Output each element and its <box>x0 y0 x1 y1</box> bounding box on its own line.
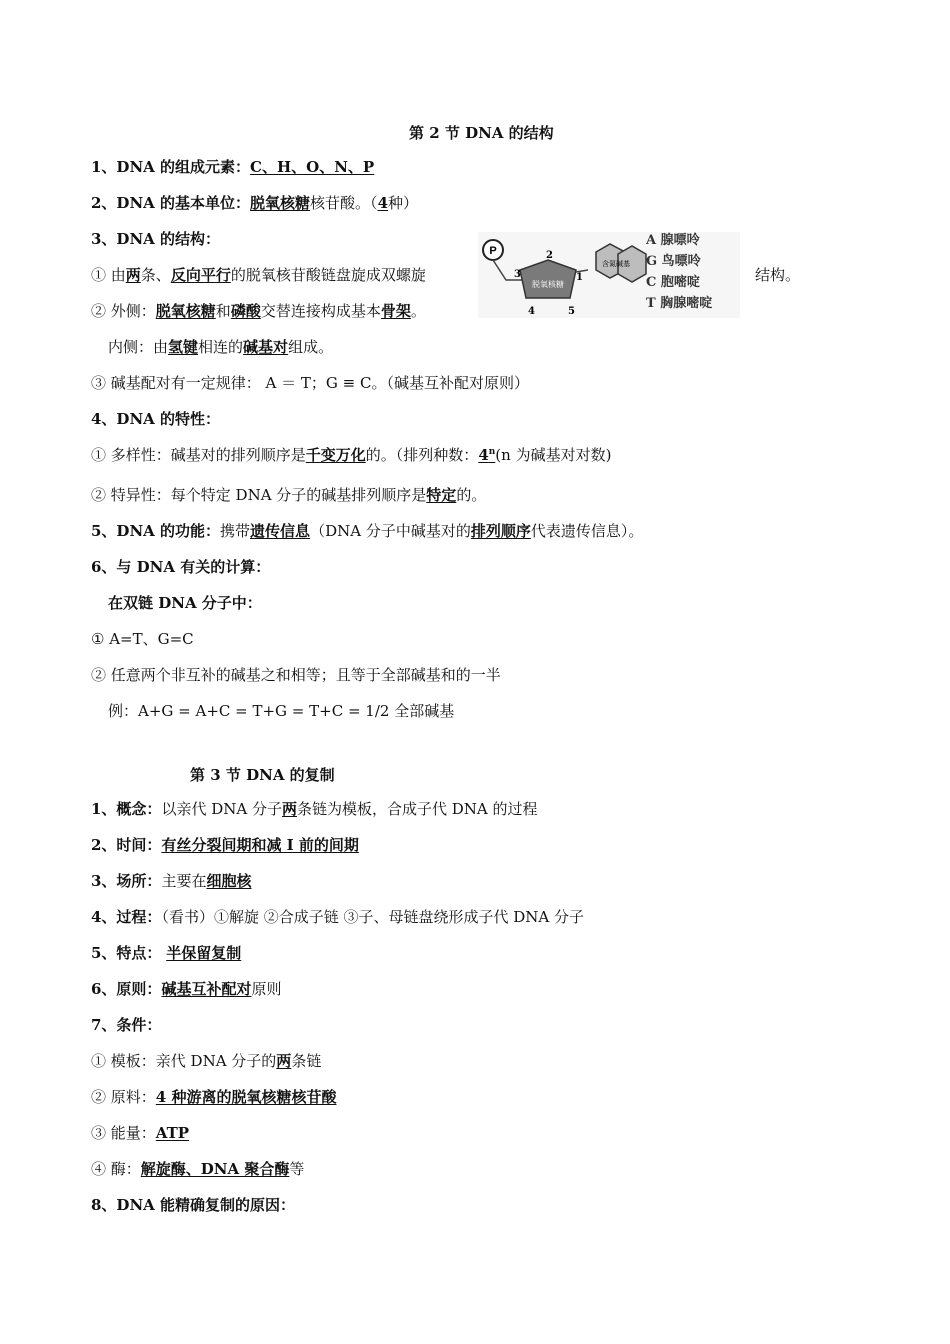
condition-template <box>91 1051 321 1071</box>
item-structure-b <box>91 301 426 321</box>
carbon-number: 1 <box>576 272 583 283</box>
answer-text: 碱基互补配对 <box>161 980 252 998</box>
calc-rule-b: ② 任意两个非互补的碱基之和相等；且等于全部碱基和的一半 <box>91 666 501 684</box>
answer-text: 半保留复制 <box>166 944 242 962</box>
answer-text: 解旋酶、DNA 聚合酶 <box>140 1160 290 1178</box>
structure-a-end: 结构。 <box>755 266 801 284</box>
body-text: 条链为模板，合成子代 DNA 的过程 <box>296 800 538 818</box>
item-structure-a <box>91 265 426 285</box>
calculation-subheading: 在双链 DNA 分子中： <box>108 594 262 612</box>
body-text: 的。 <box>456 486 487 504</box>
answer-text: 特定 <box>426 486 457 504</box>
item-heading: 8、DNA 能精确复制的原因： <box>91 1196 296 1214</box>
item-heading: 1、概念： <box>91 800 162 818</box>
answer-text: 两 <box>281 800 297 818</box>
item-structure-heading <box>91 229 220 249</box>
body-text: 。 <box>410 302 426 320</box>
item-heading: 2、DNA 的基本单位： <box>91 194 251 212</box>
legend-entry: C 胞嘧啶 <box>646 275 700 290</box>
body-text: 相连的 <box>198 338 244 356</box>
nucleotide-diagram <box>478 232 740 318</box>
body-text: 交替连接构成基本 <box>260 302 381 320</box>
calc-example: 例：A+G = A+C = T+G = T+C = 1/2 全部碱基 <box>108 702 455 720</box>
condition-enzyme <box>91 1159 304 1179</box>
condition-energy <box>91 1123 189 1143</box>
answer-text: 4 种游离的脱氧核糖核苷酸 <box>155 1088 337 1106</box>
answer-text: 遗传信息 <box>250 522 311 540</box>
section-title-dna-structure: 第 2 节 DNA 的结构 <box>409 124 554 142</box>
item-location <box>91 871 251 891</box>
body-text: 的。（排列种数： <box>365 446 479 464</box>
carbon-number: 2 <box>546 250 553 261</box>
item-heading: 3、场所： <box>91 872 162 890</box>
item-structure-d: ③ 碱基配对有一定规律： A ＝ T；G ≡ C。（碱基互补配对原则） <box>91 374 529 392</box>
answer-base: 4 <box>478 446 489 464</box>
item-heading: 2、时间： <box>91 836 162 854</box>
answer-text: C、H、O、N、P <box>250 158 375 176</box>
item-heading: 4、过程： <box>91 908 162 926</box>
answer-text: 千变万化 <box>305 446 366 464</box>
body-text: 以亲代 DNA 分子 <box>161 800 282 818</box>
body-text: ② 外侧： <box>91 302 156 320</box>
item-specificity <box>91 485 486 505</box>
answer-text: 两 <box>125 266 141 284</box>
body-text: 代表遗传信息）。 <box>530 522 644 540</box>
answer-text: 磷酸 <box>230 302 261 320</box>
body-text: 的脱氧核苷酸链盘旋成双螺旋 <box>230 266 426 284</box>
body-text: ① 由 <box>91 266 126 284</box>
item-heading: 7、条件： <box>91 1016 162 1034</box>
body-text: ① 模板：亲代 DNA 分子的 <box>91 1052 277 1070</box>
answer-text: 4 <box>377 194 388 212</box>
body-text: 原则 <box>251 980 282 998</box>
legend-entry: G 鸟嘌呤 <box>646 254 701 269</box>
carbon-number: 5 <box>568 306 575 317</box>
body-text: 等 <box>289 1160 305 1178</box>
body-text: 内侧：由 <box>108 338 169 356</box>
body-text: ④ 酶： <box>91 1160 141 1178</box>
item-heading: 4、DNA 的特性： <box>91 410 221 428</box>
body-text: ① 多样性：碱基对的排列顺序是 <box>91 446 306 464</box>
item-heading: 6、与 DNA 有关的计算： <box>91 558 271 576</box>
answer-text <box>478 446 495 464</box>
body-text: 携带 <box>220 522 251 540</box>
answer-text: 两 <box>276 1052 292 1070</box>
item-heading: 3、DNA 的结构： <box>91 230 221 248</box>
body-text: 核苷酸。（ <box>310 194 378 212</box>
answer-exponent: n <box>488 447 496 457</box>
carbon-number: 4 <box>528 306 535 317</box>
answer-text: ATP <box>155 1124 190 1142</box>
body-text: 种） <box>388 194 419 212</box>
item-feature <box>91 943 241 963</box>
answer-text: 排列顺序 <box>470 522 531 540</box>
body-text: ② 原料： <box>91 1088 156 1106</box>
item-properties-heading <box>91 409 220 429</box>
body-text: 和 <box>215 302 231 320</box>
item-calculation-heading <box>91 557 270 577</box>
item-concept <box>91 799 538 819</box>
answer-text: 有丝分裂间期和减 I 前的间期 <box>161 836 359 854</box>
body-text: 条、 <box>140 266 171 284</box>
carbon-number: 3 <box>514 269 521 280</box>
item-accuracy-reason <box>91 1195 295 1215</box>
item-basic-unit <box>91 193 418 213</box>
item-function <box>91 521 643 541</box>
item-time <box>91 835 359 855</box>
item-heading: 5、特点： <box>91 944 162 962</box>
body-text: ③ 能量： <box>91 1124 156 1142</box>
base-label: 含氮碱基 <box>602 260 630 268</box>
body-text: 主要在 <box>161 872 207 890</box>
answer-text: 脱氧核糖 <box>250 194 311 212</box>
body-text: （DNA 分子中碱基对的 <box>310 522 471 540</box>
item-diversity <box>91 445 611 465</box>
body-text: （看书）①解旋 ②合成子链 ③子、母链盘绕形成子代 DNA 分子 <box>161 908 584 926</box>
item-process <box>91 907 584 927</box>
item-principle <box>91 979 281 999</box>
calc-rule-a: ① A=T、G=C <box>91 630 194 648</box>
sugar-label: 脱氧核糖 <box>532 280 564 289</box>
answer-text: 脱氧核糖 <box>155 302 216 320</box>
answer-text: 骨架 <box>380 302 411 320</box>
item-heading: 5、DNA 的功能： <box>91 522 221 540</box>
item-heading: 1、DNA 的组成元素： <box>91 158 251 176</box>
section-title-dna-replication: 第 3 节 DNA 的复制 <box>190 766 335 784</box>
item-elements <box>91 157 374 177</box>
legend-entry: T 胸腺嘧啶 <box>646 296 713 311</box>
answer-text: 细胞核 <box>206 872 252 890</box>
condition-material <box>91 1087 336 1107</box>
body-text: (n 为碱基对对数) <box>495 446 612 464</box>
answer-text: 反向平行 <box>170 266 231 284</box>
body-text: 条链 <box>291 1052 322 1070</box>
item-heading: 6、原则： <box>91 980 162 998</box>
item-structure-c <box>108 337 333 357</box>
answer-text: 碱基对 <box>243 338 289 356</box>
body-text: 组成。 <box>288 338 334 356</box>
legend-entry: A 腺嘌呤 <box>646 233 700 248</box>
phosphate-label: P <box>489 245 497 257</box>
item-conditions-heading <box>91 1015 161 1035</box>
answer-text: 氢键 <box>168 338 199 356</box>
body-text: ② 特异性：每个特定 DNA 分子的碱基排列顺序是 <box>91 486 427 504</box>
